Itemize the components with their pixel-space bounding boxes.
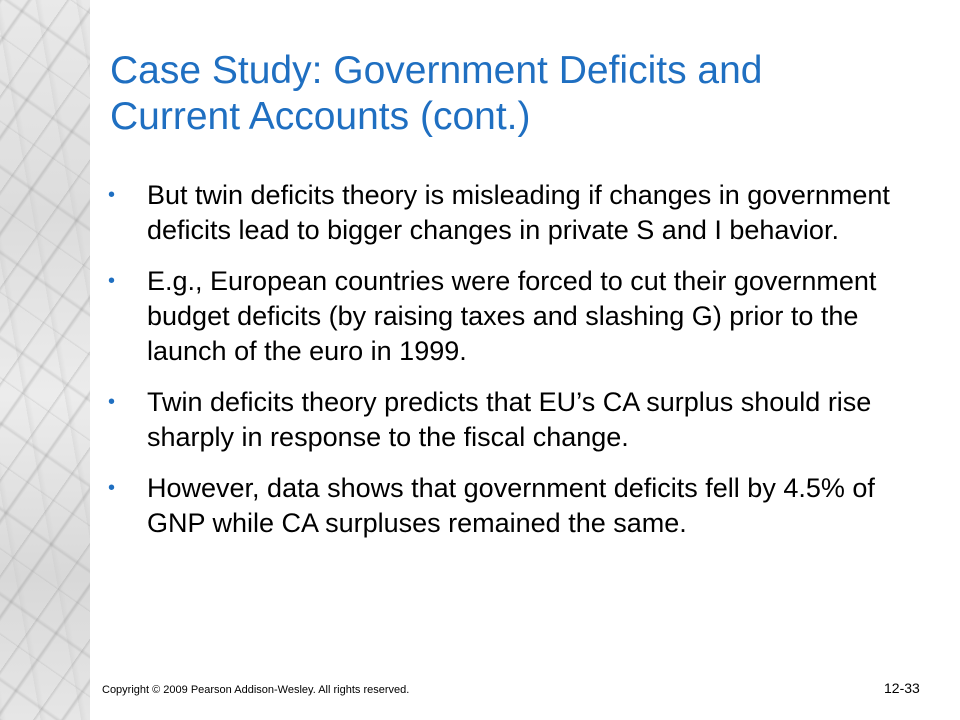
copyright-notice: Copyright © 2009 Pearson Addison-Wesley. All rights reserved.	[102, 684, 410, 696]
title-line-1: Case Study: Government Deficits and	[110, 49, 763, 92]
slide-title	[110, 48, 930, 140]
bullet-item	[108, 471, 908, 541]
page-number: 12-33	[884, 680, 920, 696]
bullet-marker-icon: •	[108, 184, 116, 206]
bullet-item	[108, 264, 908, 369]
bullet-list	[108, 178, 908, 557]
bullet-marker-icon: •	[108, 477, 116, 499]
bullet-marker-icon: •	[108, 270, 116, 292]
bullet-item	[108, 385, 908, 455]
marble-sidebar	[0, 0, 90, 720]
bullet-text: However, data shows that government deficits fell by 4.5% of GNP while CA surpluses remained the same.	[147, 473, 875, 538]
bullet-text: Twin deficits theory predicts that EU’s CA surplus should rise sharply in response to the fiscal change.	[147, 387, 872, 452]
bullet-item	[108, 178, 908, 248]
title-line-2: Current Accounts (cont.)	[110, 95, 531, 138]
bullet-text: But twin deficits theory is misleading if changes in government deficits lead to bigger changes in private S and I behavior.	[147, 180, 890, 245]
bullet-text: E.g., European countries were forced to cut their government budget deficits (by raising taxes and slashing G) prior to the launch of the euro in 1999.	[147, 266, 877, 366]
bullet-marker-icon: •	[108, 391, 116, 413]
